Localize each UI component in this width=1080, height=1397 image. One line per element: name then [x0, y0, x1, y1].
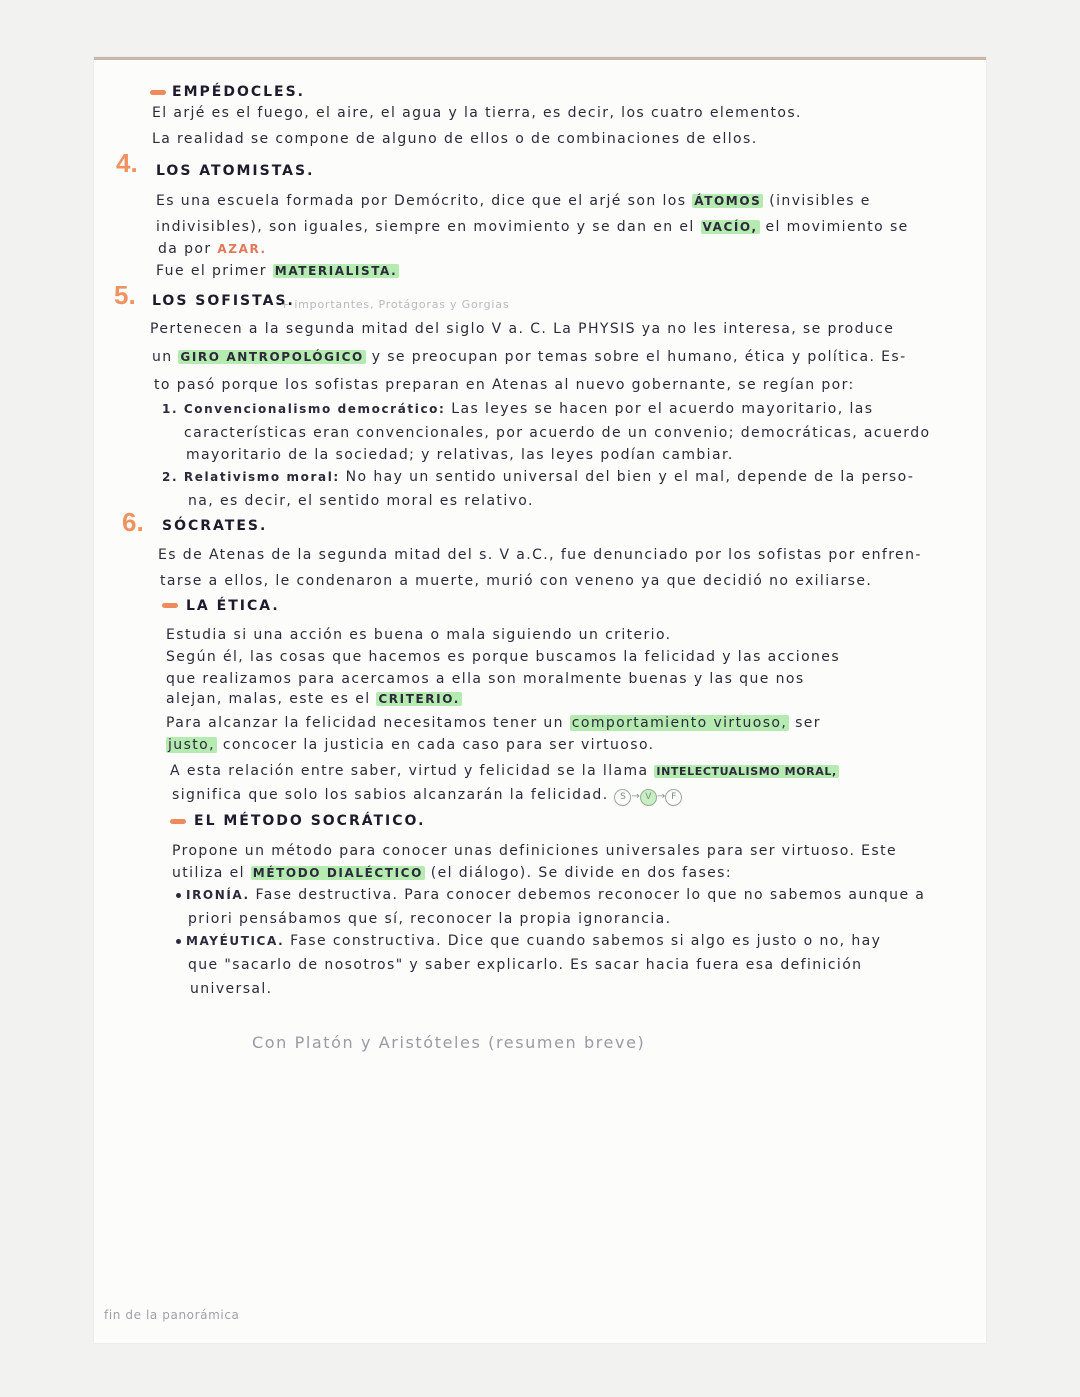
- text: concocer la justicia en cada caso para ser virtuoso.: [222, 737, 655, 753]
- etica-line-3: que realizamos para acercamos a ella son moralmente buenas y las que nos: [166, 671, 805, 687]
- text: Las leyes se hacen por el acuerdo mayoritario, las: [451, 401, 874, 417]
- etica-line-4: [166, 690, 462, 708]
- etica-line-6: [166, 736, 655, 754]
- felicidad-circle: F: [665, 789, 682, 806]
- sofistas-item-1-cont-1: características eran convencionales, por acuerdo de un convenio; democráticas, acuerdo: [184, 425, 931, 441]
- metodo-bullet-mayeutica-cont-1: que "sacarlo de nosotros" y saber explicarlo. Es sacar hacia fuera esa definición: [188, 957, 863, 973]
- socrates-heading: SÓCRATES.: [162, 518, 268, 534]
- atomistas-line-2: [156, 218, 909, 236]
- etica-heading: LA ÉTICA.: [186, 598, 280, 614]
- heading-dash: [162, 603, 178, 608]
- text: el movimiento se: [765, 219, 909, 235]
- highlight-criterio: CRITERIO.: [378, 692, 460, 706]
- azar-word: AZAR.: [217, 242, 267, 256]
- etica-line-2: Según él, las cosas que hacemos es porque buscamos la felicidad y las acciones: [166, 649, 841, 665]
- text: A esta relación entre saber, virtud y felicidad se la llama: [170, 763, 649, 779]
- atomistas-line-1: [156, 192, 871, 210]
- sofistas-heading: LOS SOFISTAS.: [152, 293, 295, 309]
- sofistas-faint-note: + importantes, Protágoras y Gorgias: [280, 298, 510, 311]
- highlight-vacio: VACÍO,: [702, 220, 758, 234]
- text: (invisibles e: [769, 193, 871, 209]
- highlight-comportamiento: comportamiento virtuoso,: [571, 715, 788, 731]
- highlight-dialectico: MÉTODO DIALÉCTICO: [252, 866, 423, 880]
- item-label: IRONÍA.: [186, 888, 250, 902]
- text: Fase constructiva. Dice que cuando sabemos si algo es justo o no, hay: [290, 933, 882, 949]
- text: un: [152, 349, 173, 365]
- text: No hay un sentido universal del bien y el mal, depende de la perso-: [345, 469, 915, 485]
- highlight-giro: GIRO ANTROPOLÓGICO: [180, 350, 364, 364]
- text: ser: [795, 715, 821, 731]
- sofistas-line-2: [152, 348, 907, 366]
- text: utiliza el: [172, 865, 245, 881]
- faint-footer-note: Con Platón y Aristóteles (resumen breve): [252, 1033, 646, 1052]
- etica-line-1: Estudia si una acción es buena o mala siguiendo un criterio.: [166, 627, 672, 643]
- text: y se preocupan por temas sobre el humano, ética y política. Es-: [371, 349, 907, 365]
- metodo-bullet-ironia: [186, 886, 925, 904]
- text: Fase destructiva. Para conocer debemos reconocer lo que no sabemos aunque a: [255, 887, 926, 903]
- metodo-line-1: Propone un método para conocer unas definiciones universales para ser virtuoso. Este: [172, 843, 897, 859]
- sofistas-line-3: to pasó porque los sofistas preparan en Atenas al nuevo gobernante, se regían por:: [154, 377, 855, 393]
- sofistas-item-2: [162, 468, 914, 486]
- text: indivisibles), son iguales, siempre en movimiento y se dan en el: [156, 219, 695, 235]
- arrow-icon: →: [656, 791, 666, 802]
- virtud-circle: V: [640, 789, 657, 806]
- metodo-heading: EL MÉTODO SOCRÁTICO.: [194, 813, 426, 829]
- highlight-intelectualismo: INTELECTUALISMO MORAL,: [656, 765, 837, 778]
- highlight-materialista: MATERIALISTA.: [274, 264, 398, 278]
- bullet-icon: [176, 939, 181, 944]
- text: significa que solo los sabios alcanzarán la felicidad.: [172, 787, 609, 803]
- etica-line-5: [166, 714, 821, 732]
- sofistas-item-1: [162, 400, 873, 418]
- atomistas-line-3: [158, 240, 267, 258]
- metodo-bullet-mayeutica-cont-2: universal.: [190, 981, 273, 997]
- sofistas-line-1: Pertenecen a la segunda mitad del siglo V a. C. La PHYSIS ya no les interesa, se produce: [150, 321, 895, 337]
- text: Es una escuela formada por Demócrito, dice que el arjé son los: [156, 193, 687, 209]
- saber-circle: S: [614, 789, 631, 806]
- section-number-6: 6.: [122, 507, 144, 537]
- etica-line-8: [172, 786, 682, 806]
- text: da por: [158, 241, 212, 257]
- atomistas-heading: LOS ATOMISTAS.: [156, 163, 315, 179]
- text: Para alcanzar la felicidad necesitamos tener un: [166, 715, 564, 731]
- item-label: MAYÉUTICA.: [186, 934, 285, 948]
- text: Fue el primer: [156, 263, 267, 279]
- sofistas-item-2-cont: na, es decir, el sentido moral es relativo.: [188, 493, 534, 509]
- text: (el diálogo). Se divide en dos fases:: [430, 865, 732, 881]
- section-number-5: 5.: [114, 280, 136, 310]
- end-note: fin de la panorámica: [104, 1308, 240, 1322]
- atomistas-line-4: [156, 262, 399, 280]
- metodo-line-2: [172, 864, 732, 882]
- metodo-bullet-mayeutica: [186, 932, 881, 950]
- etica-line-7: [170, 762, 839, 781]
- bullet-icon: [176, 893, 181, 898]
- socrates-line-2: tarse a ellos, le condenaron a muerte, murió con veneno ya que decidió no exiliarse.: [160, 573, 873, 589]
- empedocles-heading: EMPÉDOCLES.: [172, 84, 306, 100]
- socrates-line-1: Es de Atenas de la segunda mitad del s. V a.C., fue denunciado por los sofistas por enfren-: [158, 547, 922, 563]
- item-label: 1. Convencionalismo democrático:: [162, 402, 446, 416]
- empedocles-line-2: La realidad se compone de alguno de ellos o de combinaciones de ellos.: [152, 131, 758, 147]
- highlight-atomos: ÁTOMOS: [694, 194, 762, 208]
- text: alejan, malas, este es el: [166, 691, 371, 707]
- metodo-bullet-ironia-cont: priori pensábamos que sí, reconocer la propia ignorancia.: [188, 911, 672, 927]
- empedocles-line-1: El arjé es el fuego, el aire, el agua y la tierra, es decir, los cuatro elementos.: [152, 105, 802, 121]
- highlight-justo: justo,: [168, 737, 215, 753]
- item-label: 2. Relativismo moral:: [162, 470, 340, 484]
- heading-dash: [150, 90, 166, 95]
- section-number-4: 4.: [116, 148, 138, 178]
- heading-dash: [170, 819, 186, 824]
- arrow-icon: →: [631, 791, 640, 802]
- sofistas-item-1-cont-2: mayoritario de la sociedad; y relativas, las leyes podían cambiar.: [186, 447, 734, 463]
